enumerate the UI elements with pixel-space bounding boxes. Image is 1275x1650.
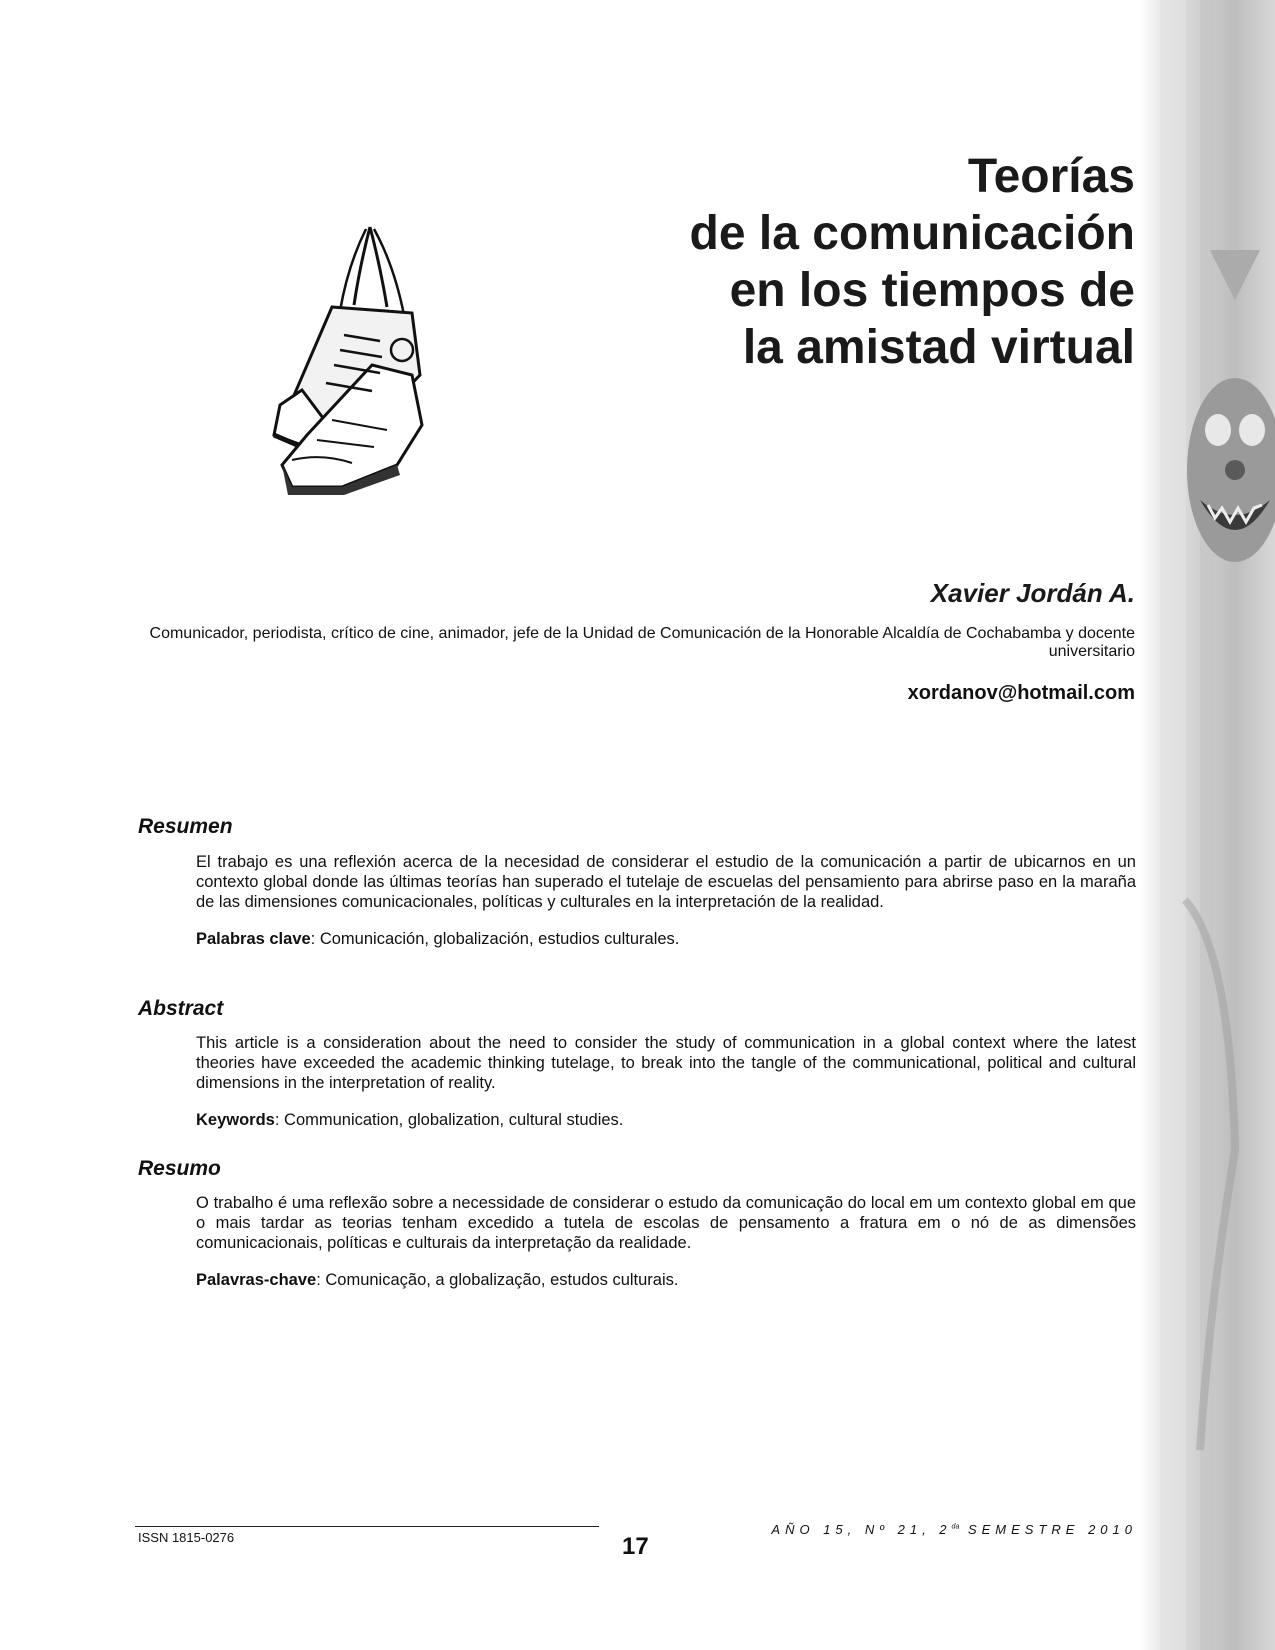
author-name: Xavier Jordán A. — [930, 578, 1135, 608]
section-body-resumo — [196, 1193, 1136, 1290]
title-line: Teorías — [967, 150, 1135, 203]
title-line: de la comunicación — [689, 207, 1135, 260]
keywords-label: Keywords — [196, 1111, 275, 1129]
section-heading-resumo: Resumo — [138, 1157, 221, 1180]
hanging-sneakers-icon — [262, 225, 432, 495]
section-body-abstract — [196, 1033, 1136, 1130]
section-heading-resumen: Resumen — [138, 815, 233, 838]
author-email: xordanov@hotmail.com — [907, 682, 1135, 704]
issue-suffix: SEMESTRE 2010 — [959, 1522, 1137, 1537]
section-body-resumen — [196, 852, 1136, 949]
abstract-text: O trabalho é uma reflexão sobre a necessidade de considerar o estudo da comunicação do local em um contexto global em que o mais tardar as teorias tenham excedido a tutela de escolas de pensamento a fratura em o nó de as dimensões comunicacionais, políticas e culturais da interpretação da realidade. — [196, 1194, 1136, 1252]
keywords-line — [196, 1270, 1136, 1290]
decorative-side-band — [1140, 0, 1275, 1650]
clown-mask-icon — [1140, 0, 1275, 1650]
keywords-label: Palabras clave — [196, 930, 311, 948]
page-number: 17 — [622, 1533, 649, 1560]
abstract-text: El trabajo es una reflexión acerca de la necesidad de considerar el estudio de la comunicación a partir de ubicarnos en un contexto global donde las últimas teorías han superado el tutelaje de escuelas del pensamiento para abrirse paso en la maraña de las dimensiones comunicacionales, políticas y culturales en la interpretación de la realidad. — [196, 853, 1136, 911]
issue-sup: da — [951, 1523, 960, 1531]
article-title — [575, 148, 1135, 376]
issue-prefix: AÑO 15, Nº 21, 2 — [771, 1522, 952, 1537]
keywords-text: : Communication, globalization, cultural studies. — [274, 1111, 624, 1129]
section-heading-abstract: Abstract — [138, 997, 224, 1020]
keywords-text: : Comunicação, a globalização, estudos culturais. — [316, 1271, 679, 1289]
keywords-line — [196, 929, 1136, 949]
title-line: en los tiempos de — [729, 264, 1135, 317]
keywords-label: Palavras-chave — [196, 1271, 317, 1289]
footer-rule — [135, 1526, 599, 1527]
author-affiliation: Comunicador, periodista, crítico de cine, animador, jefe de la Unidad de Comunicación de la Honorable Alcaldía de Cochabamba y docente universitario — [149, 625, 1135, 660]
issue-info — [771, 1522, 1137, 1537]
issn: ISSN 1815-0276 — [138, 1530, 235, 1545]
title-line: la amistad virtual — [742, 321, 1135, 374]
keywords-line — [196, 1110, 1136, 1130]
abstract-text: This article is a consideration about the need to consider the study of communication in a global context where the latest theories have exceeded the academic thinking tutelage, to break into the tangle of the communicational, political and cultural dimensions in the interpretation of reality. — [196, 1034, 1136, 1092]
keywords-text: : Comunicación, globalización, estudios culturales. — [310, 930, 680, 948]
